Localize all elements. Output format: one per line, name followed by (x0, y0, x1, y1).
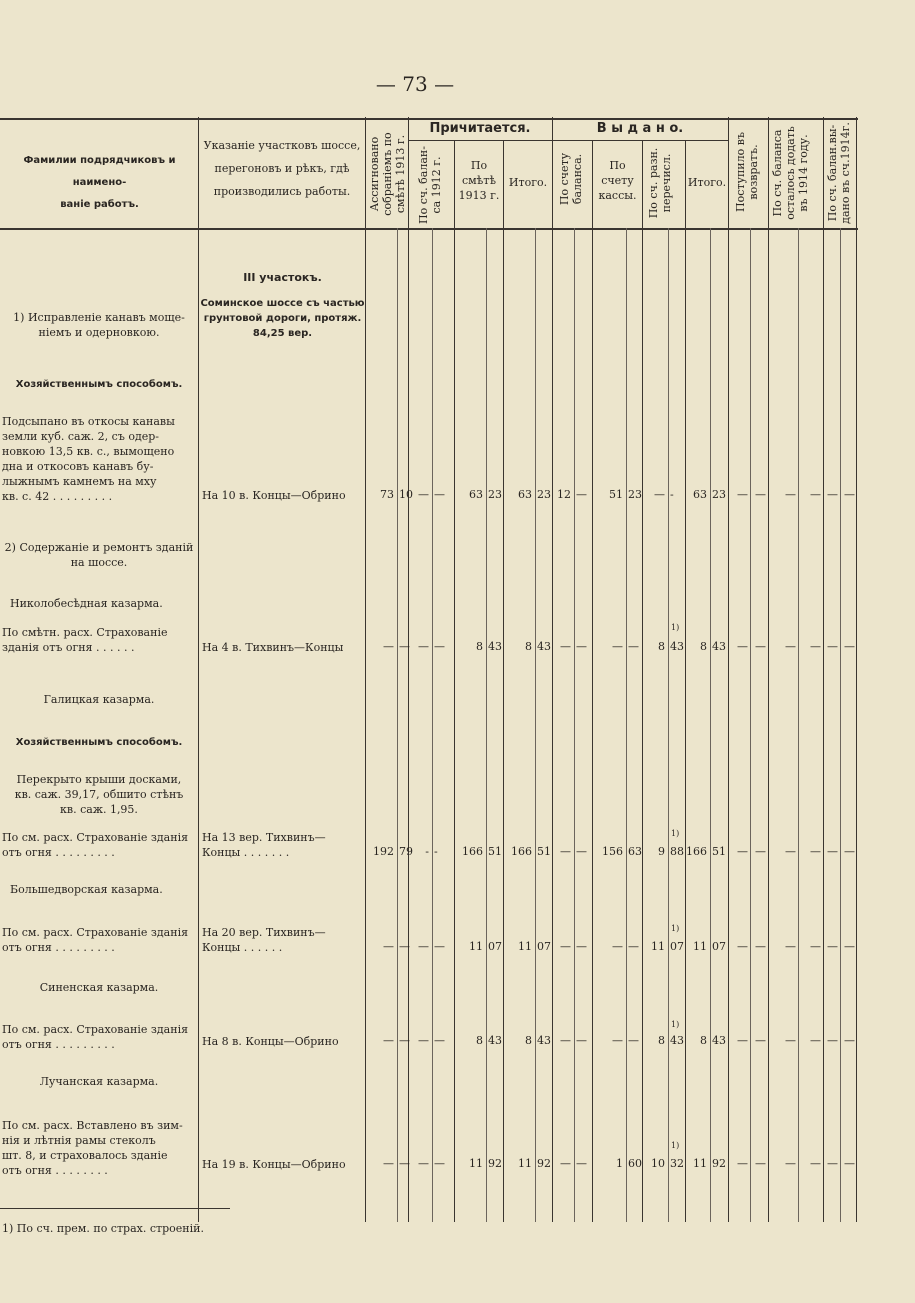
header-issued-cash: По счету кассы. (598, 159, 637, 202)
cell-r4-rest-0: — (737, 940, 748, 953)
barracks-bolshedvorskaya: Большедворская казарма. (10, 883, 163, 896)
cell-r5-rest-2: — (785, 1034, 796, 1047)
cell-r4-iss_total-kop: 07 (712, 940, 726, 953)
cell-r6-rest-0: — (737, 1157, 748, 1170)
cell-r6-due_total-rub: 11 (518, 1157, 532, 1170)
cell-r6-iss_total-kop: 92 (712, 1157, 726, 1170)
cell-r4-due_bal-kop: — (434, 940, 445, 953)
cell-r1-iss_cash-rub: 51 (609, 488, 623, 501)
cell-r4-rest-2: — (785, 940, 796, 953)
cell-r5-iss_div-rub: 8 (658, 1034, 665, 1047)
cell-r2-rest-0: — (737, 640, 748, 653)
section-road: Соминское шоссе съ частью грунтовой дороги, протяж. 84,25 вер. (200, 298, 365, 339)
cell-r6-iss_cash-rub: 1 (616, 1157, 623, 1170)
cell-r3-iss_total-rub: 166 (686, 845, 707, 858)
cell-r1-iss_bal-kop: — (576, 488, 587, 501)
cell-r1-rest-4: — (827, 488, 838, 501)
cell-r2-assigned-rub: — (383, 640, 394, 653)
cell-r6-iss_total-rub: 11 (693, 1157, 707, 1170)
cell-r6-iss_div-kop: 32 (670, 1157, 684, 1170)
place-row5: На 8 в. Концы—Обрино (202, 1035, 339, 1048)
cell-r5-rest-5: — (844, 1034, 855, 1047)
cell-r4-iss_cash-kop: — (628, 940, 639, 953)
cell-r1-iss_cash-kop: 23 (628, 488, 642, 501)
cell-r3-iss_bal-rub: — (560, 845, 571, 858)
col-divider (823, 117, 824, 1222)
header-issued-total: Итого. (687, 176, 727, 189)
place-row4: На 20 вер. Тихвинъ— Концы . . . . . . (202, 926, 326, 954)
cell-r2-rest-2: — (785, 640, 796, 653)
cell-r3-iss_div-rub: 9 (658, 845, 665, 858)
cell-r6-assigned-rub: — (383, 1157, 394, 1170)
cell-r6-iss_cash-kop: 60 (628, 1157, 642, 1170)
cell-r1-rest-1: — (755, 488, 766, 501)
barracks-nikolobesednaya: Николобесѣдная казарма. (10, 597, 163, 610)
cell-r6-due_bal-rub: — (418, 1157, 429, 1170)
cell-r5-iss_div-kop: 43 (670, 1034, 684, 1047)
cell-r1-rest-5: — (844, 488, 855, 501)
cell-r3-due_total-kop: 51 (537, 845, 551, 858)
cell-r6-due_total-kop: 92 (537, 1157, 551, 1170)
cell-r1-due_bal-kop: — (434, 488, 445, 501)
cell-r3-due_total-rub: 166 (511, 845, 532, 858)
due-subheader-rule (408, 140, 552, 141)
cell-r6-assigned-kop: — (399, 1157, 410, 1170)
cell-r4-rest-5: — (844, 940, 855, 953)
cell-r2-iss_div-kop: 43 (670, 640, 684, 653)
cell-r3-rest-0: — (737, 845, 748, 858)
section-title: III участокъ. (243, 271, 322, 284)
cell-r1-iss_total-kop: 23 (712, 488, 726, 501)
kopek-divider (486, 228, 487, 1222)
cell-r3-rest-2: — (785, 845, 796, 858)
cell-r1-iss_div-kop: - (670, 488, 674, 501)
col-divider (198, 117, 199, 1222)
cell-r6-rest-2: — (785, 1157, 796, 1170)
cell-r5-iss_total-kop: 43 (712, 1034, 726, 1047)
cell-r6-iss_bal-rub: — (560, 1157, 571, 1170)
col-divider (592, 140, 593, 1222)
cell-r5-assigned-kop: — (399, 1034, 410, 1047)
cell-r2-due_bal-kop: — (434, 640, 445, 653)
cell-r6-rest-4: — (827, 1157, 838, 1170)
cell-r1-iss_bal-rub: 12 (557, 488, 571, 501)
cell-r2-rest-5: — (844, 640, 855, 653)
cell-r1-assigned-kop: 10 (399, 488, 413, 501)
place-row3: На 13 вер. Тихвинъ— Концы . . . . . . . (202, 831, 326, 859)
page-number: — 73 — (375, 72, 455, 96)
issued-subheader-rule (552, 140, 728, 141)
cell-r5-rest-0: — (737, 1034, 748, 1047)
cell-r3-due_bal-rub: - (425, 845, 429, 858)
barracks-luchanskaya: Лучанская казарма. (39, 1075, 159, 1088)
cell-r3-rest-5: — (844, 845, 855, 858)
cell-r5-due_est-rub: 8 (476, 1034, 483, 1047)
cell-r3-rest-3: — (810, 845, 821, 858)
header-due-balance: По сч. балан- са 1912 г. (417, 146, 443, 224)
cell-r5-due_bal-kop: — (434, 1034, 445, 1047)
cell-r1-iss_total-rub: 63 (693, 488, 707, 501)
col-divider (642, 140, 643, 1222)
cell-r1-due_est-rub: 63 (469, 488, 483, 501)
header-due: Причитается. (429, 121, 531, 136)
item-fill-ditch: Подсыпано въ откосы канавы земли куб. саж. 2, съ одер- новкою 13,5 кв. с., вымощено дна и откосовъ канавъ бу- лыжнымъ камнемъ на мху кв. с. 42 . . . . . . . . . (2, 415, 175, 503)
cell-r3-due_est-rub: 166 (462, 845, 483, 858)
barracks-galitskaya: Галицкая казарма. (43, 693, 155, 706)
cell-r2-iss_total-rub: 8 (700, 640, 707, 653)
cell-r3-assigned-kop: 79 (399, 845, 413, 858)
col-divider (728, 117, 729, 1222)
col-divider (408, 117, 409, 1222)
cell-r5-due_est-kop: 43 (488, 1034, 502, 1047)
cell-r2-due_est-rub: 8 (476, 640, 483, 653)
cell-r1-due_total-kop: 23 (537, 488, 551, 501)
cell-r1-due_total-rub: 63 (518, 488, 532, 501)
header-balance-paid: По сч. балан.вы- дано въ сч.1914г. (826, 122, 852, 224)
col-divider (768, 117, 769, 1222)
cell-r1-iss_div-rub: — (654, 488, 665, 501)
footnote: 1) По сч. прем. по страх. строеній. (2, 1222, 204, 1235)
cell-r1-rest-0: — (737, 488, 748, 501)
cell-r3-rest-4: — (827, 845, 838, 858)
cell-r2-iss_div-rub: 8 (658, 640, 665, 653)
kopek-divider (798, 228, 799, 1222)
cell-r1-rest-3: — (810, 488, 821, 501)
item-windows: По см. расх. Вставлено въ зим- нія и лѣтнія рамы стеколъ шт. 8, и страховалось зданіе отъ огня . . . . . . . . (2, 1119, 183, 1177)
cell-r2-iss_cash-rub: — (612, 640, 623, 653)
col-divider (856, 117, 857, 1222)
cell-r1-rest-2: — (785, 488, 796, 501)
header-due-total: Итого. (508, 176, 548, 189)
footnote-mark: 1) (671, 829, 680, 838)
cell-r5-iss_cash-rub: — (612, 1034, 623, 1047)
cell-r4-rest-1: — (755, 940, 766, 953)
cell-r2-due_bal-rub: — (418, 640, 429, 653)
kopek-divider (750, 228, 751, 1222)
kopek-divider (626, 228, 627, 1222)
item-ditch-repair: 1) Исправленіе канавъ моще- ніемъ и одерновкою. (13, 311, 185, 339)
kopek-divider (535, 228, 536, 1222)
cell-r5-iss_bal-rub: — (560, 1034, 571, 1047)
cell-r4-rest-3: — (810, 940, 821, 953)
header-assigned: Ассигновано собраніемъ по смѣтѣ 1913 г. (368, 132, 407, 216)
cell-r3-rest-1: — (755, 845, 766, 858)
cell-r5-rest-3: — (810, 1034, 821, 1047)
cell-r3-due_est-kop: 51 (488, 845, 502, 858)
header-issued: В ы д а н о. (596, 121, 684, 136)
cell-r3-iss_total-kop: 51 (712, 845, 726, 858)
cell-r4-iss_bal-rub: — (560, 940, 571, 953)
place-row6: На 19 в. Концы—Обрино (202, 1158, 346, 1171)
cell-r4-due_total-kop: 07 (537, 940, 551, 953)
cell-r4-iss_total-rub: 11 (693, 940, 707, 953)
item-buildings: 2) Содержаніе и ремонтъ зданій на шоссе. (4, 541, 194, 569)
cell-r4-due_est-kop: 07 (488, 940, 502, 953)
col-divider (685, 140, 686, 1222)
cell-r2-rest-3: — (810, 640, 821, 653)
cell-r3-iss_cash-kop: 63 (628, 845, 642, 858)
cell-r5-due_total-kop: 43 (537, 1034, 551, 1047)
cell-r2-due_est-kop: 43 (488, 640, 502, 653)
method-heading-2: Хозяйственнымъ способомъ. (15, 737, 183, 748)
item-insurance-3: По см. расх. Страхованіе зданія отъ огня . . . . . . . . . (2, 926, 189, 954)
cell-r3-iss_bal-kop: — (576, 845, 587, 858)
kopek-divider (840, 228, 841, 1222)
cell-r3-iss_div-kop: 88 (670, 845, 684, 858)
cell-r4-iss_div-rub: 11 (651, 940, 665, 953)
cell-r5-assigned-rub: — (383, 1034, 394, 1047)
col-divider (454, 140, 455, 1222)
cell-r4-due_est-rub: 11 (469, 940, 483, 953)
cell-r4-iss_cash-rub: — (612, 940, 623, 953)
cell-r4-assigned-kop: — (399, 940, 410, 953)
footnote-mark: 1) (671, 1020, 680, 1029)
place-row1: На 10 в. Концы—Обрино (202, 489, 346, 502)
cell-r2-iss_cash-kop: — (628, 640, 639, 653)
cell-r5-iss_cash-kop: — (628, 1034, 639, 1047)
item-roof: Перекрыто крыши досками, кв. саж. 39,17, обшито стѣнъ кв. саж. 1,95. (14, 773, 184, 816)
kopek-divider (432, 228, 433, 1222)
item-insurance-2: По см. расх. Страхованіе зданія отъ огня . . . . . . . . . (2, 831, 189, 859)
cell-r4-due_total-rub: 11 (518, 940, 532, 953)
kopek-divider (574, 228, 575, 1222)
cell-r4-iss_bal-kop: — (576, 940, 587, 953)
cell-r6-rest-3: — (810, 1157, 821, 1170)
cell-r6-due_est-rub: 11 (469, 1157, 483, 1170)
cell-r4-due_bal-rub: — (418, 940, 429, 953)
cell-r2-iss_total-kop: 43 (712, 640, 726, 653)
header-due-estimate: По смѣтѣ 1913 г. (458, 159, 500, 202)
cell-r2-rest-4: — (827, 640, 838, 653)
cell-r3-iss_cash-rub: 156 (602, 845, 623, 858)
cell-r2-assigned-kop: — (399, 640, 410, 653)
kopek-divider (397, 228, 398, 1222)
method-heading: Хозяйственнымъ способомъ. (15, 379, 183, 390)
header-bottom-rule (0, 228, 858, 230)
cell-r3-due_bal-kop: - (434, 845, 438, 858)
cell-r1-due_est-kop: 23 (488, 488, 502, 501)
header-returned: Поступило въ возвратъ. (734, 132, 760, 212)
col-divider (365, 117, 366, 1222)
cell-r5-iss_bal-kop: — (576, 1034, 587, 1047)
header-issued-balance: По счету баланса. (558, 152, 584, 206)
col-divider (552, 117, 553, 1222)
footnote-rule (0, 1208, 230, 1209)
cell-r2-due_total-rub: 8 (525, 640, 532, 653)
cell-r5-due_bal-rub: — (418, 1034, 429, 1047)
footnote-mark: 1) (671, 924, 680, 933)
cell-r2-rest-1: — (755, 640, 766, 653)
cell-r6-due_est-kop: 92 (488, 1157, 502, 1170)
cell-r6-iss_bal-kop: — (576, 1157, 587, 1170)
cell-r2-iss_bal-rub: — (560, 640, 571, 653)
cell-r1-assigned-rub: 73 (380, 488, 394, 501)
cell-r5-rest-4: — (827, 1034, 838, 1047)
cell-r4-assigned-rub: — (383, 940, 394, 953)
cell-r4-rest-4: — (827, 940, 838, 953)
header-col1: Фамилии подрядчиковъ и наимено- ваніе работъ. (23, 155, 176, 210)
cell-r2-due_total-kop: 43 (537, 640, 551, 653)
kopek-divider (668, 228, 669, 1222)
col-divider (503, 140, 504, 1222)
cell-r5-iss_total-rub: 8 (700, 1034, 707, 1047)
header-issued-diff: По сч. разн. перечисл. (647, 147, 673, 219)
cell-r1-due_bal-rub: — (418, 488, 429, 501)
cell-r3-assigned-rub: 192 (373, 845, 394, 858)
footnote-mark: 1) (671, 1141, 680, 1150)
cell-r6-iss_div-rub: 10 (651, 1157, 665, 1170)
cell-r2-iss_bal-kop: — (576, 640, 587, 653)
kopek-divider (710, 228, 711, 1222)
cell-r6-rest-1: — (755, 1157, 766, 1170)
item-insurance-4: По см. расх. Страхованіе зданія отъ огня . . . . . . . . . (2, 1023, 189, 1051)
barracks-sinenskaya: Синенская казарма. (39, 981, 159, 994)
cell-r6-rest-5: — (844, 1157, 855, 1170)
header-balance-left: По сч. баланса осталось додать въ 1914 году. (771, 126, 810, 220)
cell-r6-due_bal-kop: — (434, 1157, 445, 1170)
cell-r4-iss_div-kop: 07 (670, 940, 684, 953)
place-row2: На 4 в. Тихвинъ—Концы (202, 641, 344, 654)
cell-r5-due_total-rub: 8 (525, 1034, 532, 1047)
cell-r5-rest-1: — (755, 1034, 766, 1047)
footnote-mark: 1) (671, 623, 680, 632)
item-insurance-1: По смѣтн. расх. Страхованіе зданія отъ огня . . . . . . (2, 626, 168, 654)
header-col2: Указаніе участковъ шоссе, перегоновъ и рѣкъ, гдѣ производились работы. (203, 139, 361, 198)
